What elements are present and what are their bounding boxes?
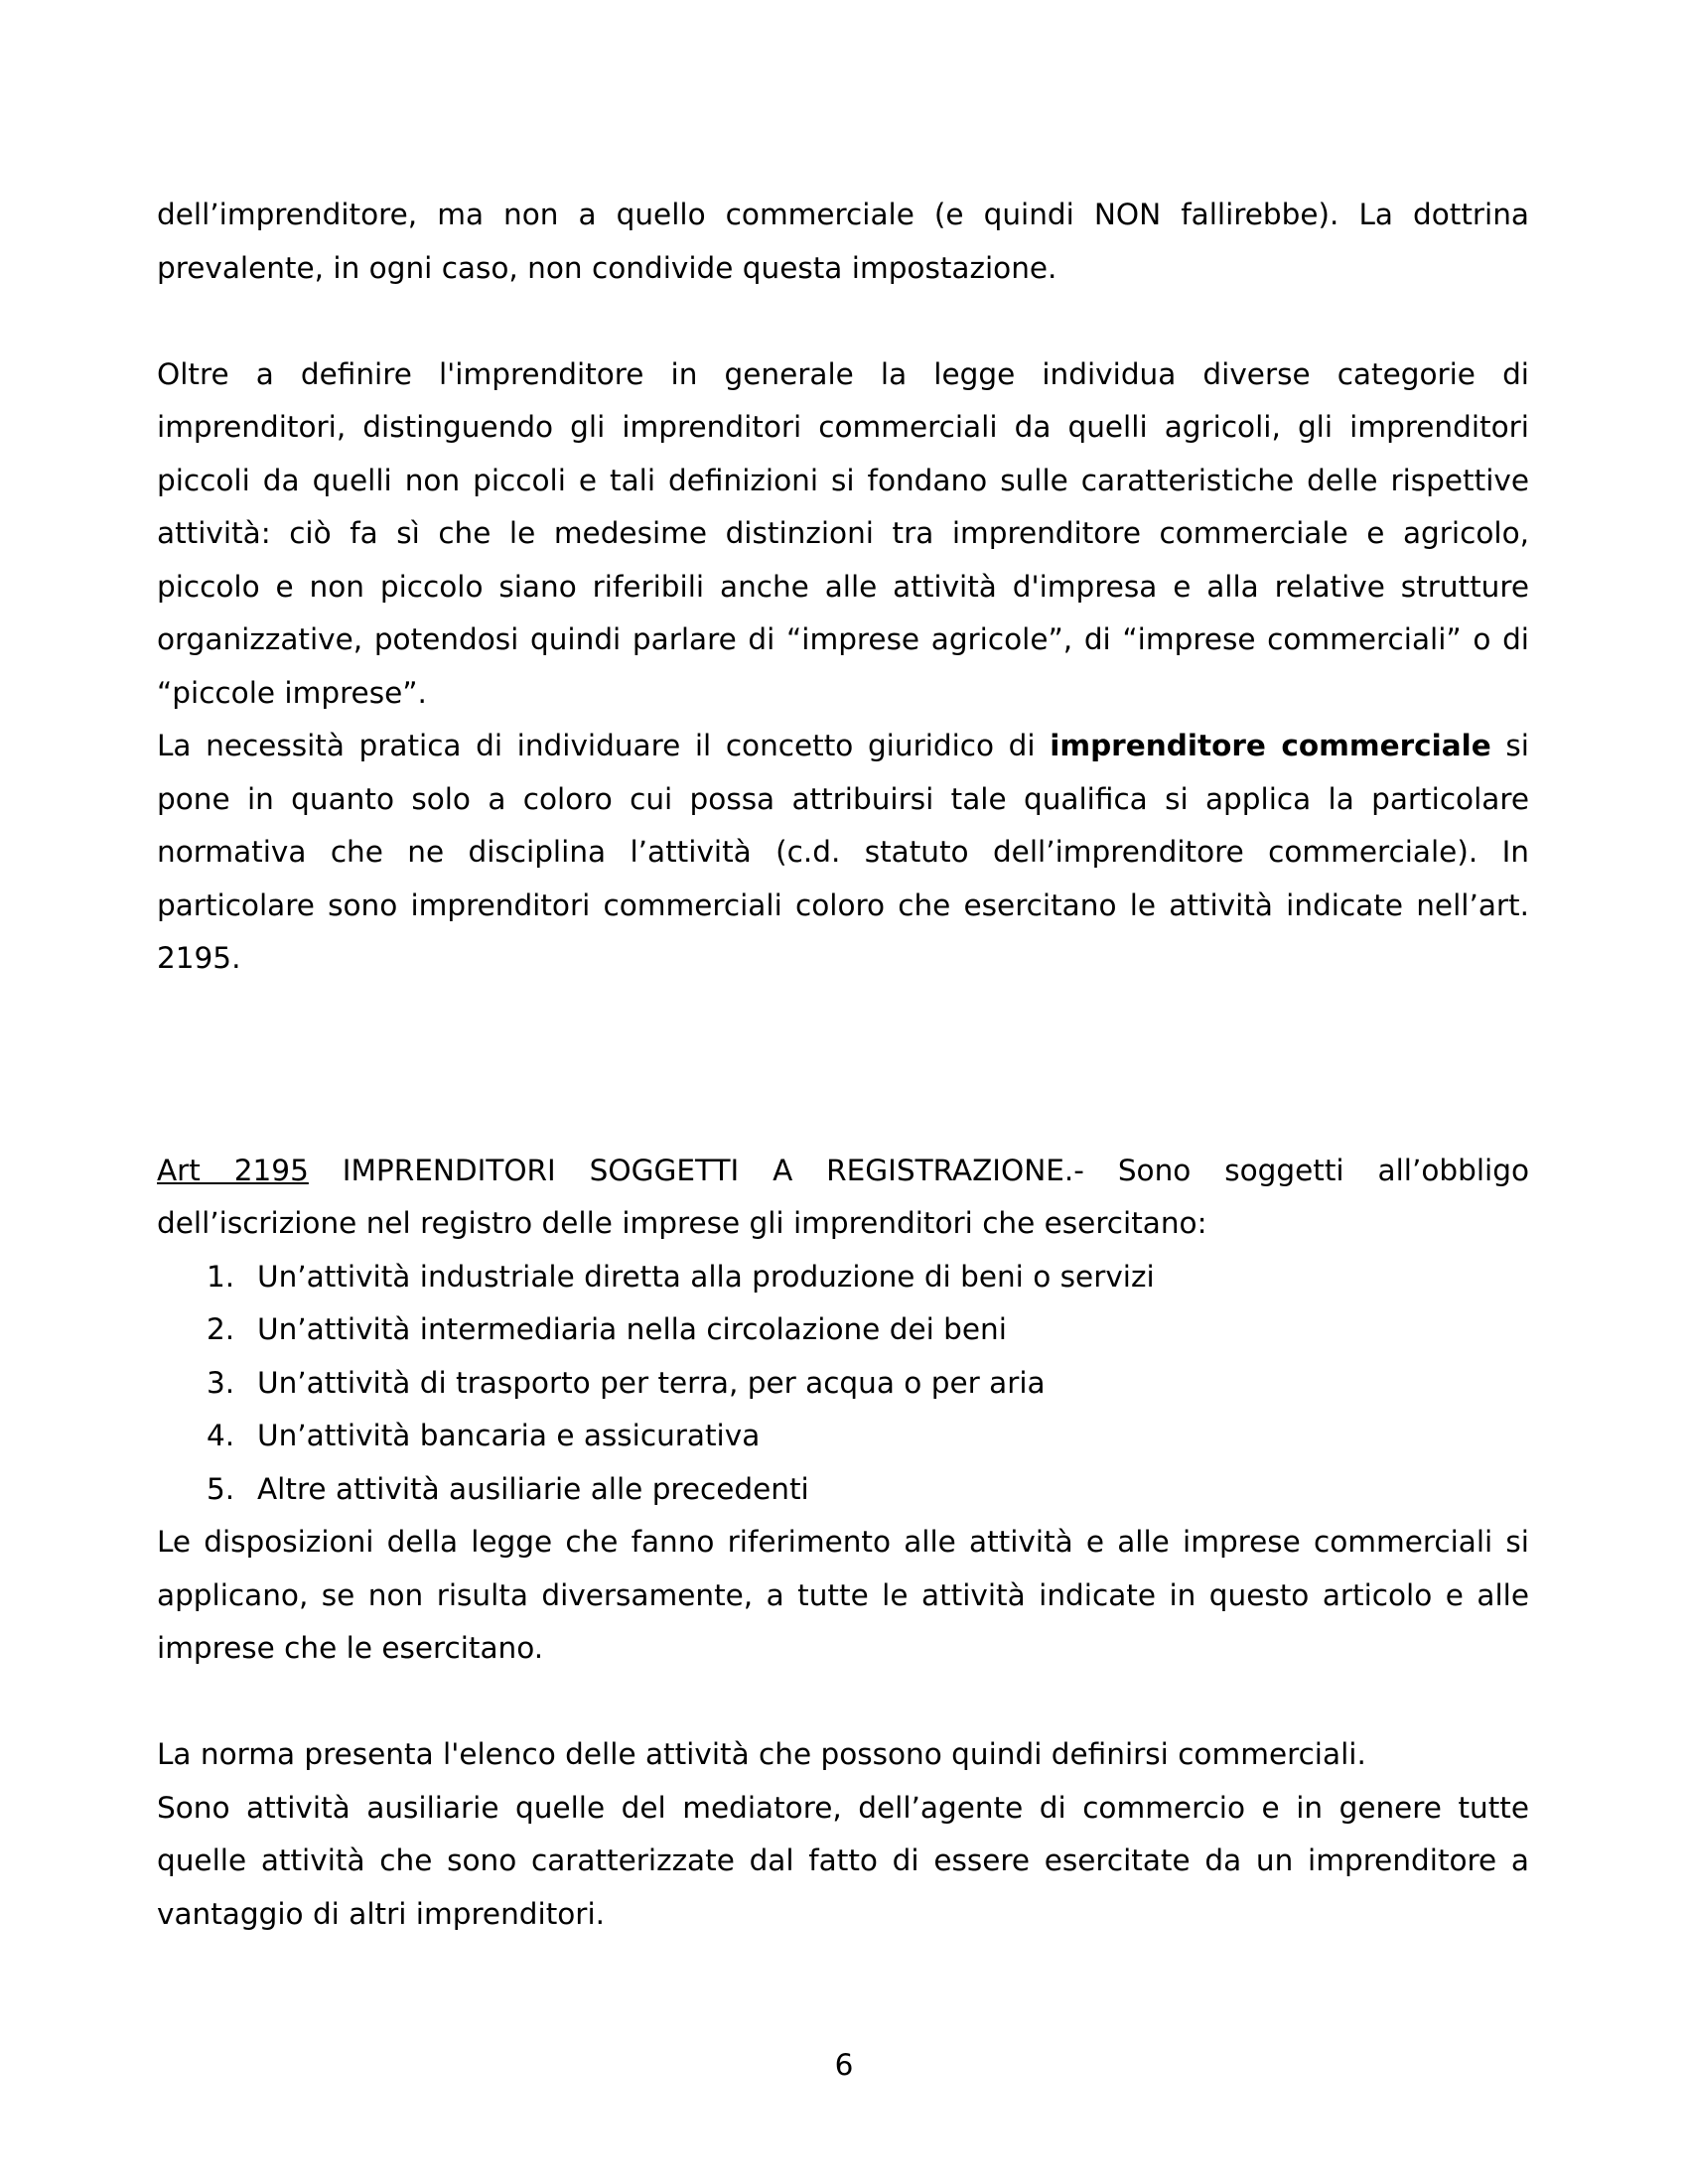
list-item	[157, 1410, 1529, 1463]
list-item	[157, 1251, 1529, 1304]
article-reference: Art 2195	[157, 1153, 309, 1187]
page-number: 6	[834, 2048, 854, 2082]
document-body	[157, 189, 1529, 1941]
paragraph-disposizioni: Le disposizioni della legge che fanno riferimento alle attività e alle imprese commerciali si applicano, se non risulta diversamente, a tutte le attività indicate in questo articolo e alle imprese che le esercitano.	[157, 1525, 1529, 1665]
list-item	[157, 1463, 1529, 1517]
list-item-text: Un’attività industriale diretta alla produzione di beni o servizi	[257, 1259, 1155, 1294]
text-segment: La necessità pratica di individuare il concetto giuridico di	[157, 729, 1051, 762]
list-item	[157, 1303, 1529, 1357]
activity-list	[157, 1251, 1529, 1517]
list-item-text: Un’attività bancaria e assicurativa	[257, 1419, 761, 1452]
list-item-number: 5.	[207, 1471, 235, 1506]
list-item-number: 4.	[207, 1419, 235, 1452]
list-item-text: Altre attività ausiliarie alle precedenti	[257, 1471, 809, 1506]
paragraph-norma: La norma presenta l'elenco delle attività che possono quindi definirsi commerciali.	[157, 1737, 1366, 1771]
bold-term: imprenditore commerciale	[1050, 729, 1491, 762]
list-item	[157, 1357, 1529, 1411]
list-item-number: 2.	[207, 1312, 235, 1346]
paragraph-imprenditore-commerciale	[157, 720, 1529, 986]
paragraph-dottrina: dell’imprenditore, ma non a quello commerciale (e quindi NON fallirebbe). La dottrina prevalente, in ogni caso, non condivide questa impostazione.	[157, 198, 1529, 285]
spacer	[157, 295, 1529, 348]
paragraph-categorie: Oltre a definire l'imprenditore in generale la legge individua diverse categorie di imprenditori, distinguendo gli imprenditori commerciali da quelli agricoli, gli imprenditori piccoli da quelli non piccoli e tali definizioni si fondano sulle caratteristiche delle rispettive attività: ciò fa sì che le medesime distinzioni tra imprenditore commerciale e agricolo, piccolo e non piccolo siano riferibili anche alle attività d'impresa e alla relative strutture organizzative, potendosi quindi parlare di “imprese agricole”, di “imprese commerciali” o di “piccole imprese”.	[157, 356, 1529, 710]
spacer	[157, 986, 1529, 1145]
paragraph-art-2195	[157, 1145, 1529, 1251]
list-item-number: 3.	[207, 1365, 235, 1400]
paragraph-attivita-ausiliarie: Sono attività ausiliarie quelle del mediatore, dell’agente di commercio e in genere tutte quelle attività che sono caratterizzate dal fatto di essere esercitate da un imprenditore a vantaggio di altri imprenditori.	[157, 1790, 1529, 1931]
list-item-number: 1.	[207, 1259, 235, 1294]
list-item-text: Un’attività intermediaria nella circolazione dei beni	[257, 1312, 1007, 1346]
spacer	[157, 1676, 1529, 1729]
text-segment: si pone in quanto solo a coloro cui possa attribuirsi tale qualifica si applica la particolare normativa che ne disciplina l’attività (c.d. statuto dell’imprenditore commerciale). In particolare sono imprenditori commerciali coloro che esercitano le attività indicate nell’art. 2195.	[157, 729, 1529, 975]
article-heading-text: IMPRENDITORI SOGGETTI A REGISTRAZIONE.- Sono soggetti all’obbligo dell’iscrizione nel registro delle imprese gli imprenditori che esercitano:	[157, 1153, 1530, 1240]
list-item-text: Un’attività di trasporto per terra, per acqua o per aria	[257, 1365, 1046, 1400]
